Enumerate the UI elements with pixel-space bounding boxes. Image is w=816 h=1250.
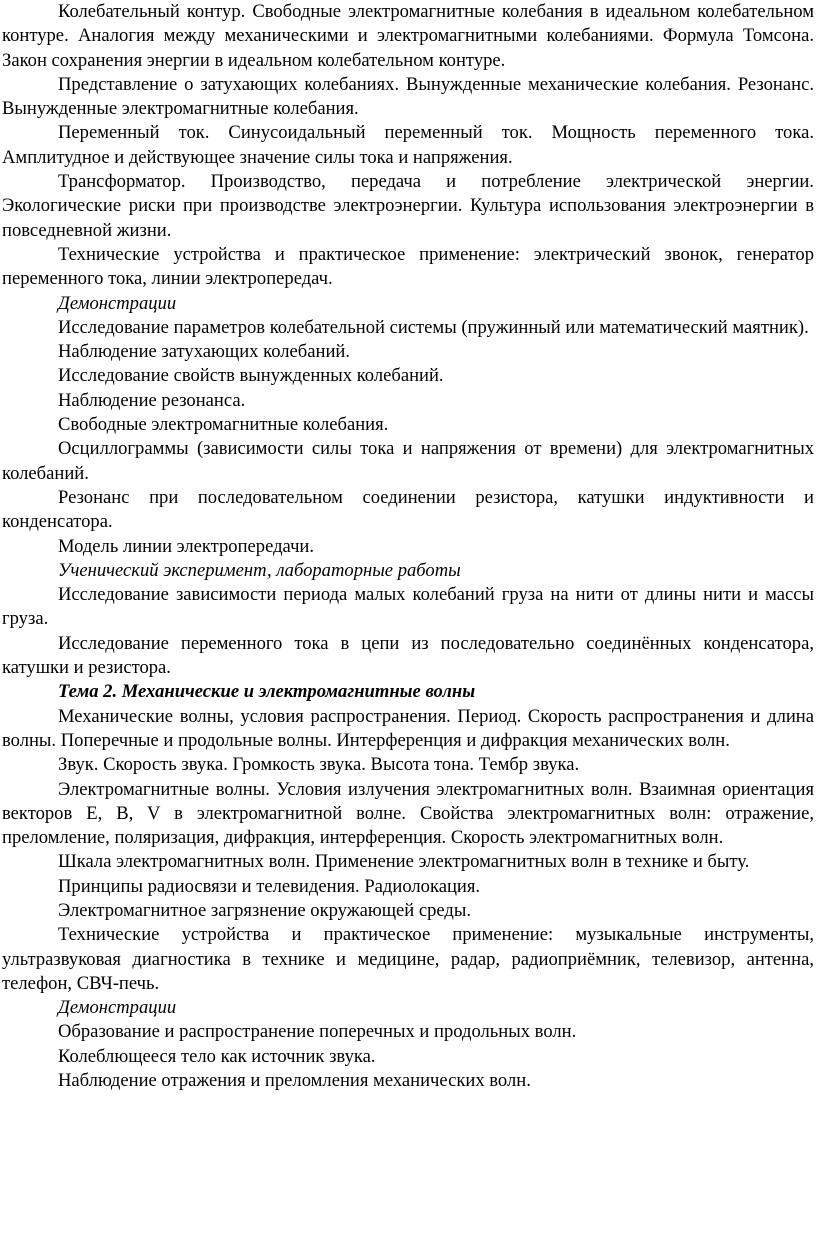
paragraph-mechanical-waves: Механические волны, условия распространения. Период. Скорость распространения и длина волны. Поперечные и продольные волны. Интерференция и дифракция механических волн. bbox=[2, 705, 814, 751]
paragraph-demo-damped: Наблюдение затухающих колебаний. bbox=[58, 341, 351, 363]
paragraph-demo-power-line-model: Модель линии электропередачи. bbox=[58, 535, 315, 557]
paragraph-lab-pendulum: Исследование зависимости периода малых колебаний груза на нити от длины нити и массы груза. bbox=[2, 584, 814, 630]
paragraph-technical-devices-2: Технические устройства и практическое применение: музыкальные инструменты, ультразвуковая диагностика в технике и медицине, радар, радиоприёмник, телевизор, антенна, телефон, СВЧ-печь. bbox=[2, 924, 814, 994]
paragraph-radio-tv: Принципы радиосвязи и телевидения. Радиолокация. bbox=[58, 875, 481, 897]
paragraph-technical-devices-1: Технические устройства и практическое применение: электрический звонок, генератор переменного тока, линии электропередач. bbox=[2, 243, 814, 290]
paragraph-demo-resonance: Наблюдение резонанса. bbox=[58, 389, 246, 411]
paragraph-em-pollution: Электромагнитное загрязнение окружающей среды. bbox=[58, 899, 472, 921]
paragraph-em-waves: Электромагнитные волны. Условия излучения электромагнитных волн. Взаимная ориентация векторов E, B, V в электромагнитной волне. Свойства электромагнитных волн: отражение, преломление, поляризация, дифракция, интерференция. Скорость электромагнитных волн. bbox=[2, 778, 814, 849]
heading-demonstrations-2: Демонстрации bbox=[58, 997, 177, 1019]
paragraph-demo-oscillograms: Осциллограммы (зависимости силы тока и напряжения от времени) для электромагнитных колебаний. bbox=[2, 438, 814, 484]
paragraph-demo-wave-reflection: Наблюдение отражения и преломления механических волн. bbox=[58, 1070, 531, 1092]
paragraph-em-scale: Шкала электромагнитных волн. Применение электромагнитных волн в технике и быту. bbox=[58, 851, 750, 873]
paragraph-damped-oscillations: Представление о затухающих колебаниях. Вынужденные механические колебания. Резонанс. Вынужденные электромагнитные колебания. bbox=[2, 73, 814, 120]
paragraph-demo-series-resonance: Резонанс при последовательном соединении резистора, катушки индуктивности и конденсатора. bbox=[2, 486, 814, 533]
heading-topic-2: Тема 2. Механические и электромагнитные волны bbox=[58, 681, 476, 703]
paragraph-oscillatory-circuit: Колебательный контур. Свободные электромагнитные колебания в идеальном колебательном контуре. Аналогия между механическими и электромагнитными колебаниями. Формула Томсона. Закон сохранения энергии в идеальном колебательном контуре. bbox=[2, 1, 814, 71]
heading-student-experiment: Ученический эксперимент, лабораторные работы bbox=[58, 559, 461, 581]
paragraph-lab-ac-circuit: Исследование переменного тока в цепи из последовательно соединённых конденсатора, катушки и резистора. bbox=[2, 632, 814, 679]
paragraph-sound: Звук. Скорость звука. Громкость звука. Высота тона. Тембр звука. bbox=[58, 754, 580, 776]
paragraph-alternating-current: Переменный ток. Синусоидальный переменный ток. Мощность переменного тока. Амплитудное и действующее значение силы тока и напряжения. bbox=[2, 122, 814, 168]
heading-demonstrations-1: Демонстрации bbox=[58, 292, 177, 314]
paragraph-demo-sound-source: Колеблющееся тело как источник звука. bbox=[58, 1045, 376, 1067]
paragraph-demo-free-em: Свободные электромагнитные колебания. bbox=[58, 414, 389, 436]
paragraph-demo-wave-formation: Образование и распространение поперечных и продольных волн. bbox=[58, 1021, 577, 1043]
paragraph-demo-forced: Исследование свойств вынужденных колебаний. bbox=[58, 365, 444, 387]
paragraph-demo-oscillation-params: Исследование параметров колебательной системы (пружинный или математический маятник). bbox=[58, 316, 809, 338]
paragraph-transformer: Трансформатор. Производство, передача и потребление электрической энергии. Экологические риски при производстве электроэнергии. Культура использования электроэнергии в повседневной жизни. bbox=[2, 171, 814, 241]
